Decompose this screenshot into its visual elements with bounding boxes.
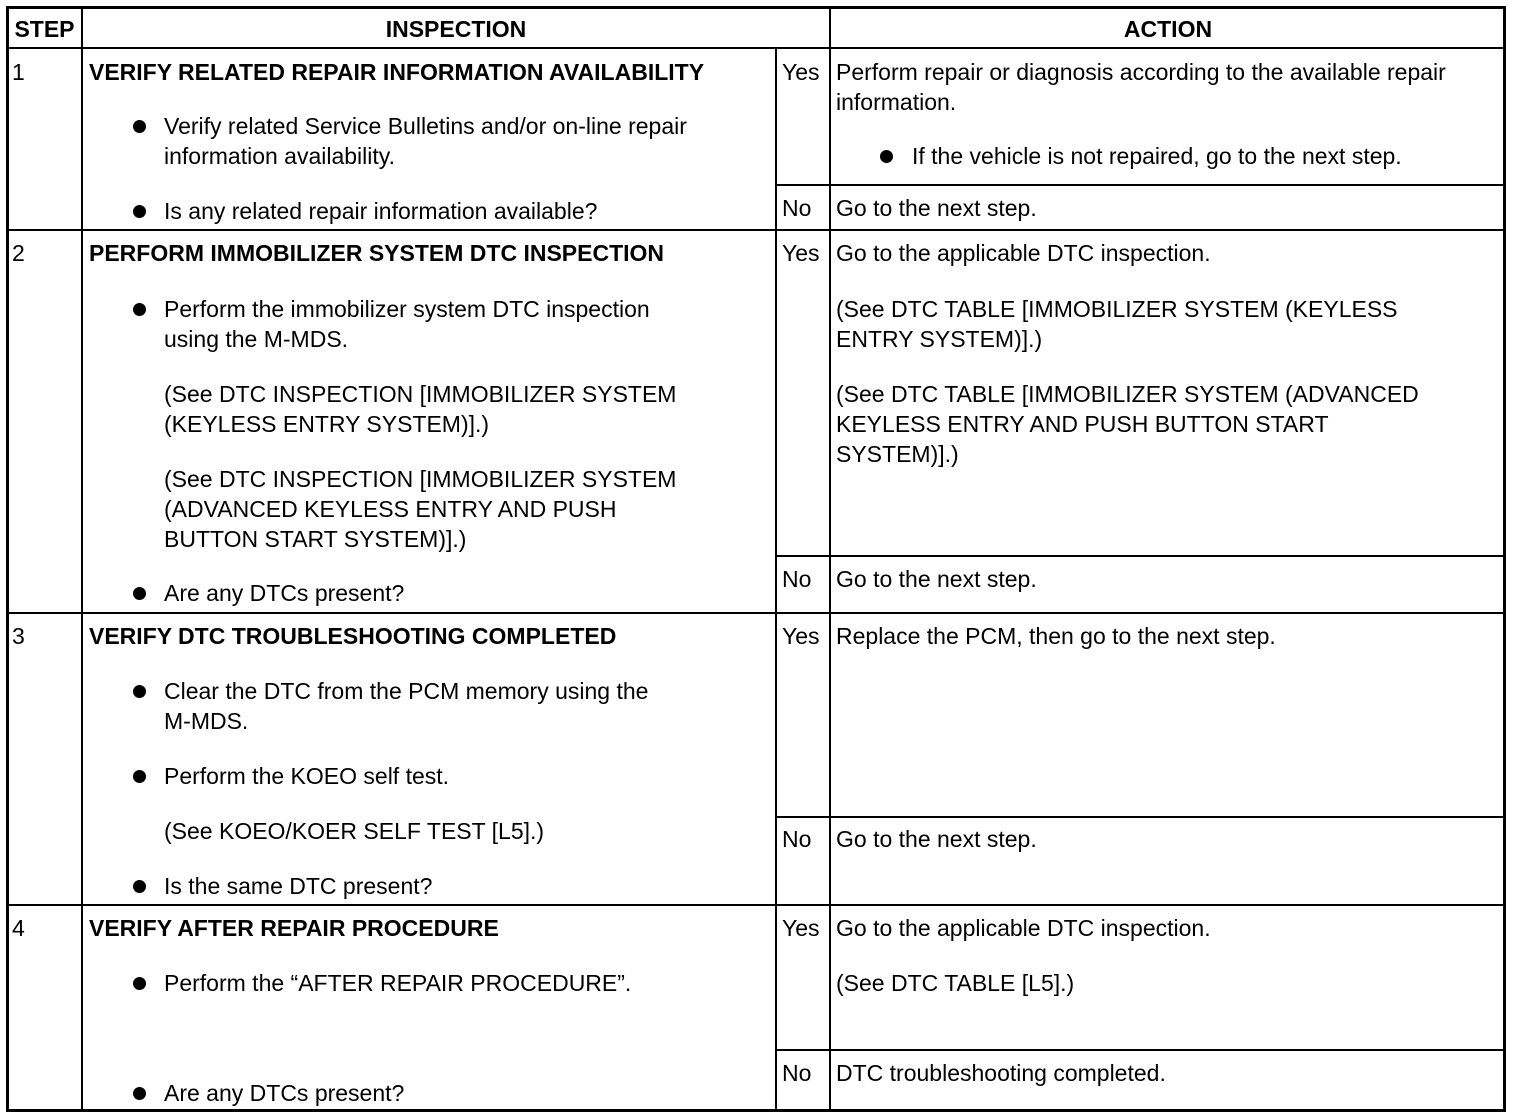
bullet-icon	[133, 587, 146, 600]
yes-action-text: SYSTEM)].)	[836, 441, 959, 467]
yes-label: Yes	[782, 623, 820, 649]
yes-action-text: information.	[836, 89, 957, 115]
inspection-text: Are any DTCs present?	[164, 580, 405, 606]
step-title: VERIFY AFTER REPAIR PROCEDURE	[89, 915, 499, 941]
no-label: No	[782, 826, 812, 852]
bullet-icon	[133, 205, 146, 218]
inspection-text: Perform the “AFTER REPAIR PROCEDURE”.	[164, 970, 632, 996]
step-number: 4	[12, 915, 25, 941]
bullet-icon	[133, 880, 146, 893]
row-divider-3	[7, 904, 1505, 906]
inspection-text: BUTTON START SYSTEM)].)	[164, 526, 467, 552]
bullet-icon	[133, 303, 146, 316]
no-action-text: Go to the next step.	[836, 566, 1037, 592]
yes-action-text: Replace the PCM, then go to the next step.	[836, 623, 1276, 649]
bullet-icon	[133, 120, 146, 133]
inspection-text: (KEYLESS ENTRY SYSTEM)].)	[164, 411, 490, 437]
bullet-icon	[133, 685, 146, 698]
no-action-text: Go to the next step.	[836, 826, 1037, 852]
inspection-text: M-MDS.	[164, 708, 249, 734]
no-label: No	[782, 195, 812, 221]
bullet-icon	[133, 770, 146, 783]
yes-action-text: Go to the applicable DTC inspection.	[836, 240, 1211, 266]
step-title: VERIFY RELATED REPAIR INFORMATION AVAILABILITY	[89, 59, 705, 85]
yes-no-divider-1	[776, 184, 1505, 186]
row-divider-2	[7, 612, 1505, 614]
troubleshooting-table	[6, 6, 1506, 1112]
yes-action-text: Go to the applicable DTC inspection.	[836, 915, 1211, 941]
yes-action-text: (See DTC TABLE [IMMOBILIZER SYSTEM (ADVANCED	[836, 381, 1419, 407]
bullet-icon	[880, 150, 893, 163]
yes-label: Yes	[782, 59, 820, 85]
yes-label: Yes	[782, 915, 820, 941]
yes-action-text: KEYLESS ENTRY AND PUSH BUTTON START	[836, 411, 1329, 437]
inspection-text: information availability.	[164, 143, 395, 169]
yes-no-divider-3	[776, 816, 1505, 818]
inspection-text: (See KOEO/KOER SELF TEST [L5].)	[164, 818, 545, 844]
inspection-text: (ADVANCED KEYLESS ENTRY AND PUSH	[164, 496, 617, 522]
no-action-text: Go to the next step.	[836, 195, 1037, 221]
row-divider-1	[7, 229, 1505, 231]
yes-action-text: (See DTC TABLE [IMMOBILIZER SYSTEM (KEYLESS	[836, 296, 1398, 322]
column-divider-step	[81, 7, 83, 1111]
inspection-text: Is any related repair information available?	[164, 198, 598, 224]
bullet-icon	[133, 977, 146, 990]
step-number: 1	[12, 59, 25, 85]
yes-no-divider-2	[776, 555, 1505, 557]
column-divider-action	[829, 7, 831, 1111]
inspection-text: (See DTC INSPECTION [IMMOBILIZER SYSTEM	[164, 466, 677, 492]
yes-label: Yes	[782, 240, 820, 266]
inspection-text: using the M-MDS.	[164, 326, 349, 352]
inspection-text: Clear the DTC from the PCM memory using the	[164, 678, 649, 704]
column-divider-yesno	[775, 48, 777, 1111]
no-action-text: DTC troubleshooting completed.	[836, 1060, 1166, 1086]
no-label: No	[782, 1060, 812, 1086]
yes-action-text: Perform repair or diagnosis according to the available repair	[836, 59, 1446, 85]
inspection-text: Verify related Service Bulletins and/or on-line repair	[164, 113, 687, 139]
yes-no-divider-4	[776, 1049, 1505, 1051]
yes-action-text: ENTRY SYSTEM)].)	[836, 326, 1043, 352]
inspection-text: Is the same DTC present?	[164, 873, 433, 899]
yes-action-text: If the vehicle is not repaired, go to the next step.	[912, 143, 1402, 169]
bullet-icon	[133, 1087, 146, 1100]
header-inspection: INSPECTION	[385, 16, 527, 42]
inspection-text: Perform the immobilizer system DTC inspection	[164, 296, 650, 322]
step-title: PERFORM IMMOBILIZER SYSTEM DTC INSPECTION	[89, 240, 665, 266]
inspection-text: Perform the KOEO self test.	[164, 763, 450, 789]
header-row-divider	[7, 47, 1505, 49]
header-step: STEP	[14, 16, 75, 42]
step-number: 2	[12, 240, 25, 266]
step-number: 3	[12, 623, 25, 649]
inspection-text: Are any DTCs present?	[164, 1080, 405, 1106]
inspection-text: (See DTC INSPECTION [IMMOBILIZER SYSTEM	[164, 381, 677, 407]
yes-action-text: (See DTC TABLE [L5].)	[836, 970, 1075, 996]
step-title: VERIFY DTC TROUBLESHOOTING COMPLETED	[89, 623, 617, 649]
header-action: ACTION	[1123, 16, 1213, 42]
no-label: No	[782, 566, 812, 592]
